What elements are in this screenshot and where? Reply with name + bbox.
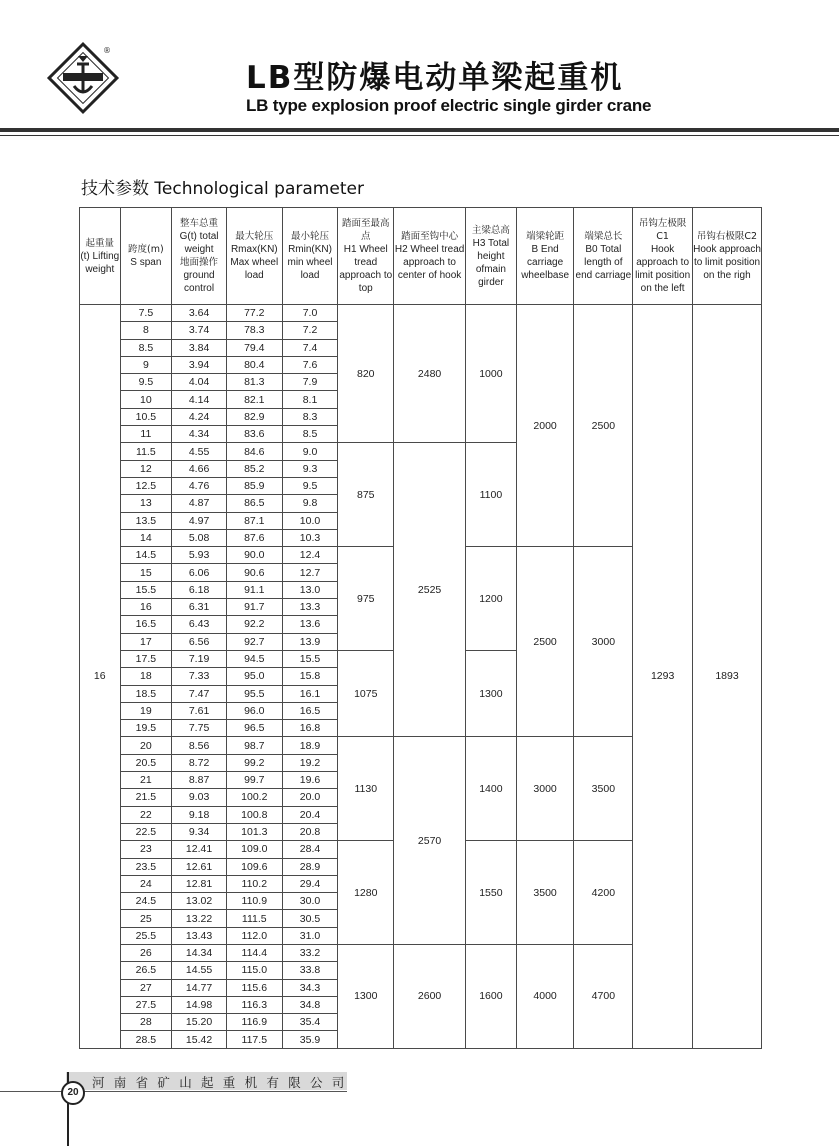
cell-h1: 820 [338,305,394,443]
cell-min-wheel-load: 30.0 [282,893,338,910]
header-b0: 端梁总长 B0 Total length of end carriage [574,208,633,305]
cell-min-wheel-load: 20.4 [282,806,338,823]
cell-span: 20.5 [120,754,172,771]
cell-min-wheel-load: 33.2 [282,944,338,961]
cell-max-wheel-load: 85.9 [226,477,282,494]
cell-min-wheel-load: 18.9 [282,737,338,754]
cell-min-wheel-load: 19.6 [282,772,338,789]
cell-h1: 975 [338,547,394,651]
cell-span: 27 [120,979,172,996]
header-c1: 吊钩左极限C1 Hook approach to limit position on the left [633,208,693,305]
cell-span: 25.5 [120,927,172,944]
cell-h2: 2480 [394,305,466,443]
cell-b: 4000 [516,944,574,1048]
cell-span: 22 [120,806,172,823]
cell-total-weight: 14.77 [172,979,227,996]
cell-span: 13.5 [120,512,172,529]
cell-max-wheel-load: 100.2 [226,789,282,806]
cell-total-weight: 13.43 [172,927,227,944]
cell-total-weight: 7.33 [172,668,227,685]
header-rule-thin [0,135,839,136]
cell-total-weight: 15.42 [172,1031,227,1048]
cell-min-wheel-load: 20.8 [282,823,338,840]
cell-max-wheel-load: 87.1 [226,512,282,529]
cell-min-wheel-load: 7.0 [282,305,338,322]
cell-span: 18 [120,668,172,685]
cell-max-wheel-load: 112.0 [226,927,282,944]
cell-total-weight: 15.20 [172,1014,227,1031]
cell-max-wheel-load: 100.8 [226,806,282,823]
cell-min-wheel-load: 8.1 [282,391,338,408]
cell-max-wheel-load: 101.3 [226,823,282,840]
cell-max-wheel-load: 115.0 [226,962,282,979]
cell-total-weight: 3.84 [172,339,227,356]
cell-b0: 3000 [574,547,633,737]
cell-min-wheel-load: 8.5 [282,426,338,443]
cell-total-weight: 4.76 [172,477,227,494]
cell-min-wheel-load: 16.8 [282,720,338,737]
cell-max-wheel-load: 87.6 [226,529,282,546]
cell-max-wheel-load: 92.2 [226,616,282,633]
cell-h3: 1600 [466,944,517,1048]
cell-min-wheel-load: 9.8 [282,495,338,512]
cell-h3: 1550 [466,841,517,945]
cell-max-wheel-load: 95.5 [226,685,282,702]
cell-span: 19 [120,702,172,719]
cell-max-wheel-load: 84.6 [226,443,282,460]
cell-lifting-weight: 16 [80,305,121,1049]
cell-h2: 2525 [394,443,466,737]
cell-span: 26 [120,944,172,961]
cell-span: 11 [120,426,172,443]
cell-min-wheel-load: 7.6 [282,356,338,373]
cell-h1: 875 [338,443,394,547]
cell-total-weight: 6.06 [172,564,227,581]
cell-max-wheel-load: 81.3 [226,374,282,391]
cell-total-weight: 4.97 [172,512,227,529]
cell-total-weight: 7.75 [172,720,227,737]
parameter-table [79,207,762,1049]
cell-max-wheel-load: 116.9 [226,1014,282,1031]
cell-b0: 4200 [574,841,633,945]
cell-max-wheel-load: 77.2 [226,305,282,322]
cell-min-wheel-load: 15.5 [282,650,338,667]
cell-c1: 1293 [633,305,693,1049]
cell-max-wheel-load: 83.6 [226,426,282,443]
cell-min-wheel-load: 10.3 [282,529,338,546]
cell-span: 11.5 [120,443,172,460]
cell-min-wheel-load: 34.8 [282,996,338,1013]
cell-total-weight: 14.55 [172,962,227,979]
cell-total-weight: 8.56 [172,737,227,754]
cell-span: 8 [120,322,172,339]
cell-total-weight: 12.81 [172,875,227,892]
cell-total-weight: 7.19 [172,650,227,667]
cell-total-weight: 5.08 [172,529,227,546]
cell-total-weight: 8.72 [172,754,227,771]
cell-span: 16.5 [120,616,172,633]
cell-max-wheel-load: 99.2 [226,754,282,771]
cell-span: 24.5 [120,893,172,910]
cell-span: 8.5 [120,339,172,356]
cell-max-wheel-load: 109.6 [226,858,282,875]
cell-max-wheel-load: 110.2 [226,875,282,892]
cell-min-wheel-load: 30.5 [282,910,338,927]
cell-total-weight: 12.61 [172,858,227,875]
cell-max-wheel-load: 85.2 [226,460,282,477]
cell-total-weight: 9.34 [172,823,227,840]
cell-max-wheel-load: 99.7 [226,772,282,789]
cell-min-wheel-load: 29.4 [282,875,338,892]
cell-min-wheel-load: 13.0 [282,581,338,598]
cell-total-weight: 4.24 [172,408,227,425]
cell-max-wheel-load: 95.0 [226,668,282,685]
cell-span: 7.5 [120,305,172,322]
cell-max-wheel-load: 80.4 [226,356,282,373]
cell-h2: 2600 [394,944,466,1048]
cell-span: 28 [120,1014,172,1031]
cell-min-wheel-load: 20.0 [282,789,338,806]
cell-span: 20 [120,737,172,754]
cell-max-wheel-load: 92.7 [226,633,282,650]
cell-total-weight: 3.74 [172,322,227,339]
cell-min-wheel-load: 28.4 [282,841,338,858]
cell-max-wheel-load: 82.1 [226,391,282,408]
header-span: 跨度(m) S span [120,208,172,305]
cell-max-wheel-load: 91.1 [226,581,282,598]
cell-span: 22.5 [120,823,172,840]
cell-total-weight: 9.18 [172,806,227,823]
table-header-row [80,208,762,305]
cell-span: 14 [120,529,172,546]
cell-span: 13 [120,495,172,512]
header-min-wheel-load: 最小轮压 Rmin(KN) min wheel load [282,208,338,305]
cell-max-wheel-load: 114.4 [226,944,282,961]
page-title-zh: LB型防爆电动单梁起重机 [246,60,624,96]
cell-min-wheel-load: 13.6 [282,616,338,633]
cell-min-wheel-load: 33.8 [282,962,338,979]
cell-total-weight: 9.03 [172,789,227,806]
cell-min-wheel-load: 13.3 [282,599,338,616]
cell-b: 2500 [516,547,574,737]
header-b: 端梁轮距 B End carriage wheelbase [516,208,574,305]
cell-span: 21.5 [120,789,172,806]
section-title: 技术参数 Technological parameter [81,179,364,199]
header-c2: 吊钩右极限C2 Hook approach to limit position on the righ [693,208,762,305]
cell-total-weight: 6.31 [172,599,227,616]
cell-span: 27.5 [120,996,172,1013]
cell-span: 25 [120,910,172,927]
cell-span: 28.5 [120,1031,172,1048]
cell-span: 10.5 [120,408,172,425]
cell-total-weight: 4.14 [172,391,227,408]
cell-h1: 1280 [338,841,394,945]
cell-span: 16 [120,599,172,616]
header-total-weight: 整车总重 G(t) total weight 地面操作 ground control [172,208,227,305]
cell-max-wheel-load: 78.3 [226,322,282,339]
cell-max-wheel-load: 90.6 [226,564,282,581]
cell-total-weight: 6.43 [172,616,227,633]
cell-max-wheel-load: 111.5 [226,910,282,927]
cell-h1: 1300 [338,944,394,1048]
cell-h3: 1200 [466,547,517,651]
cell-span: 19.5 [120,720,172,737]
cell-h1: 1075 [338,650,394,736]
cell-min-wheel-load: 34.3 [282,979,338,996]
cell-span: 15 [120,564,172,581]
cell-span: 12 [120,460,172,477]
cell-total-weight: 14.34 [172,944,227,961]
page-title-en: LB type explosion proof electric single girder crane [246,96,652,115]
cell-max-wheel-load: 86.5 [226,495,282,512]
cell-min-wheel-load: 35.9 [282,1031,338,1048]
cell-total-weight: 14.98 [172,996,227,1013]
table-body [80,305,762,1049]
cell-b0: 3500 [574,737,633,841]
cell-max-wheel-load: 82.9 [226,408,282,425]
cell-min-wheel-load: 9.3 [282,460,338,477]
cell-total-weight: 6.56 [172,633,227,650]
cell-max-wheel-load: 117.5 [226,1031,282,1048]
cell-max-wheel-load: 115.6 [226,979,282,996]
cell-max-wheel-load: 96.5 [226,720,282,737]
cell-b: 3500 [516,841,574,945]
cell-total-weight: 4.34 [172,426,227,443]
cell-min-wheel-load: 35.4 [282,1014,338,1031]
cell-min-wheel-load: 16.5 [282,702,338,719]
cell-span: 15.5 [120,581,172,598]
cell-min-wheel-load: 12.4 [282,547,338,564]
cell-max-wheel-load: 109.0 [226,841,282,858]
cell-total-weight: 13.22 [172,910,227,927]
cell-span: 23 [120,841,172,858]
cell-min-wheel-load: 12.7 [282,564,338,581]
cell-h2: 2570 [394,737,466,945]
cell-total-weight: 4.87 [172,495,227,512]
cell-min-wheel-load: 10.0 [282,512,338,529]
cell-total-weight: 5.93 [172,547,227,564]
cell-max-wheel-load: 116.3 [226,996,282,1013]
cell-b0: 2500 [574,305,633,547]
cell-span: 14.5 [120,547,172,564]
cell-total-weight: 4.55 [172,443,227,460]
cell-min-wheel-load: 16.1 [282,685,338,702]
cell-max-wheel-load: 96.0 [226,702,282,719]
cell-min-wheel-load: 15.8 [282,668,338,685]
header-h3: 主梁总高 H3 Total height ofmain girder [466,208,517,305]
cell-total-weight: 6.18 [172,581,227,598]
cell-max-wheel-load: 110.9 [226,893,282,910]
cell-b: 2000 [516,305,574,547]
table-row [80,305,762,322]
cell-h3: 1300 [466,650,517,736]
cell-span: 21 [120,772,172,789]
page-number: 20 [61,1081,85,1105]
header-h2: 踏面至钩中心 H2 Wheel tread approach to center of hook [394,208,466,305]
cell-min-wheel-load: 19.2 [282,754,338,771]
cell-total-weight: 3.94 [172,356,227,373]
cell-span: 23.5 [120,858,172,875]
cell-h3: 1100 [466,443,517,547]
cell-h3: 1000 [466,305,517,443]
cell-b0: 4700 [574,944,633,1048]
cell-min-wheel-load: 9.5 [282,477,338,494]
cell-min-wheel-load: 7.2 [282,322,338,339]
cell-total-weight: 4.66 [172,460,227,477]
cell-min-wheel-load: 13.9 [282,633,338,650]
cell-span: 10 [120,391,172,408]
cell-max-wheel-load: 94.5 [226,650,282,667]
cell-c2: 1893 [693,305,762,1049]
cell-span: 17.5 [120,650,172,667]
header-rule-thick [0,128,839,132]
cell-h1: 1130 [338,737,394,841]
cell-h3: 1400 [466,737,517,841]
cell-max-wheel-load: 90.0 [226,547,282,564]
cell-total-weight: 7.47 [172,685,227,702]
cell-span: 24 [120,875,172,892]
header-lifting-weight: 起重量 (t) Lifting weight [80,208,121,305]
cell-total-weight: 12.41 [172,841,227,858]
cell-b: 3000 [516,737,574,841]
cell-min-wheel-load: 9.0 [282,443,338,460]
cell-total-weight: 4.04 [172,374,227,391]
cell-total-weight: 8.87 [172,772,227,789]
cell-total-weight: 3.64 [172,305,227,322]
cell-min-wheel-load: 7.9 [282,374,338,391]
footer-company: 河南省矿山起重机有限公司 [92,1075,354,1090]
cell-min-wheel-load: 7.4 [282,339,338,356]
cell-span: 9.5 [120,374,172,391]
cell-min-wheel-load: 31.0 [282,927,338,944]
cell-total-weight: 7.61 [172,702,227,719]
footer-rule [0,1091,347,1092]
header-h1: 踏面至最高点 H1 Wheel tread approach to top [338,208,394,305]
cell-span: 17 [120,633,172,650]
cell-min-wheel-load: 28.9 [282,858,338,875]
cell-span: 26.5 [120,962,172,979]
cell-max-wheel-load: 98.7 [226,737,282,754]
cell-span: 18.5 [120,685,172,702]
cell-span: 9 [120,356,172,373]
cell-max-wheel-load: 91.7 [226,599,282,616]
cell-span: 12.5 [120,477,172,494]
registered-mark: ® [103,46,111,55]
cell-max-wheel-load: 79.4 [226,339,282,356]
header-max-wheel-load: 最大轮压 Rmax(KN) Max wheel load [226,208,282,305]
cell-min-wheel-load: 8.3 [282,408,338,425]
cell-total-weight: 13.02 [172,893,227,910]
